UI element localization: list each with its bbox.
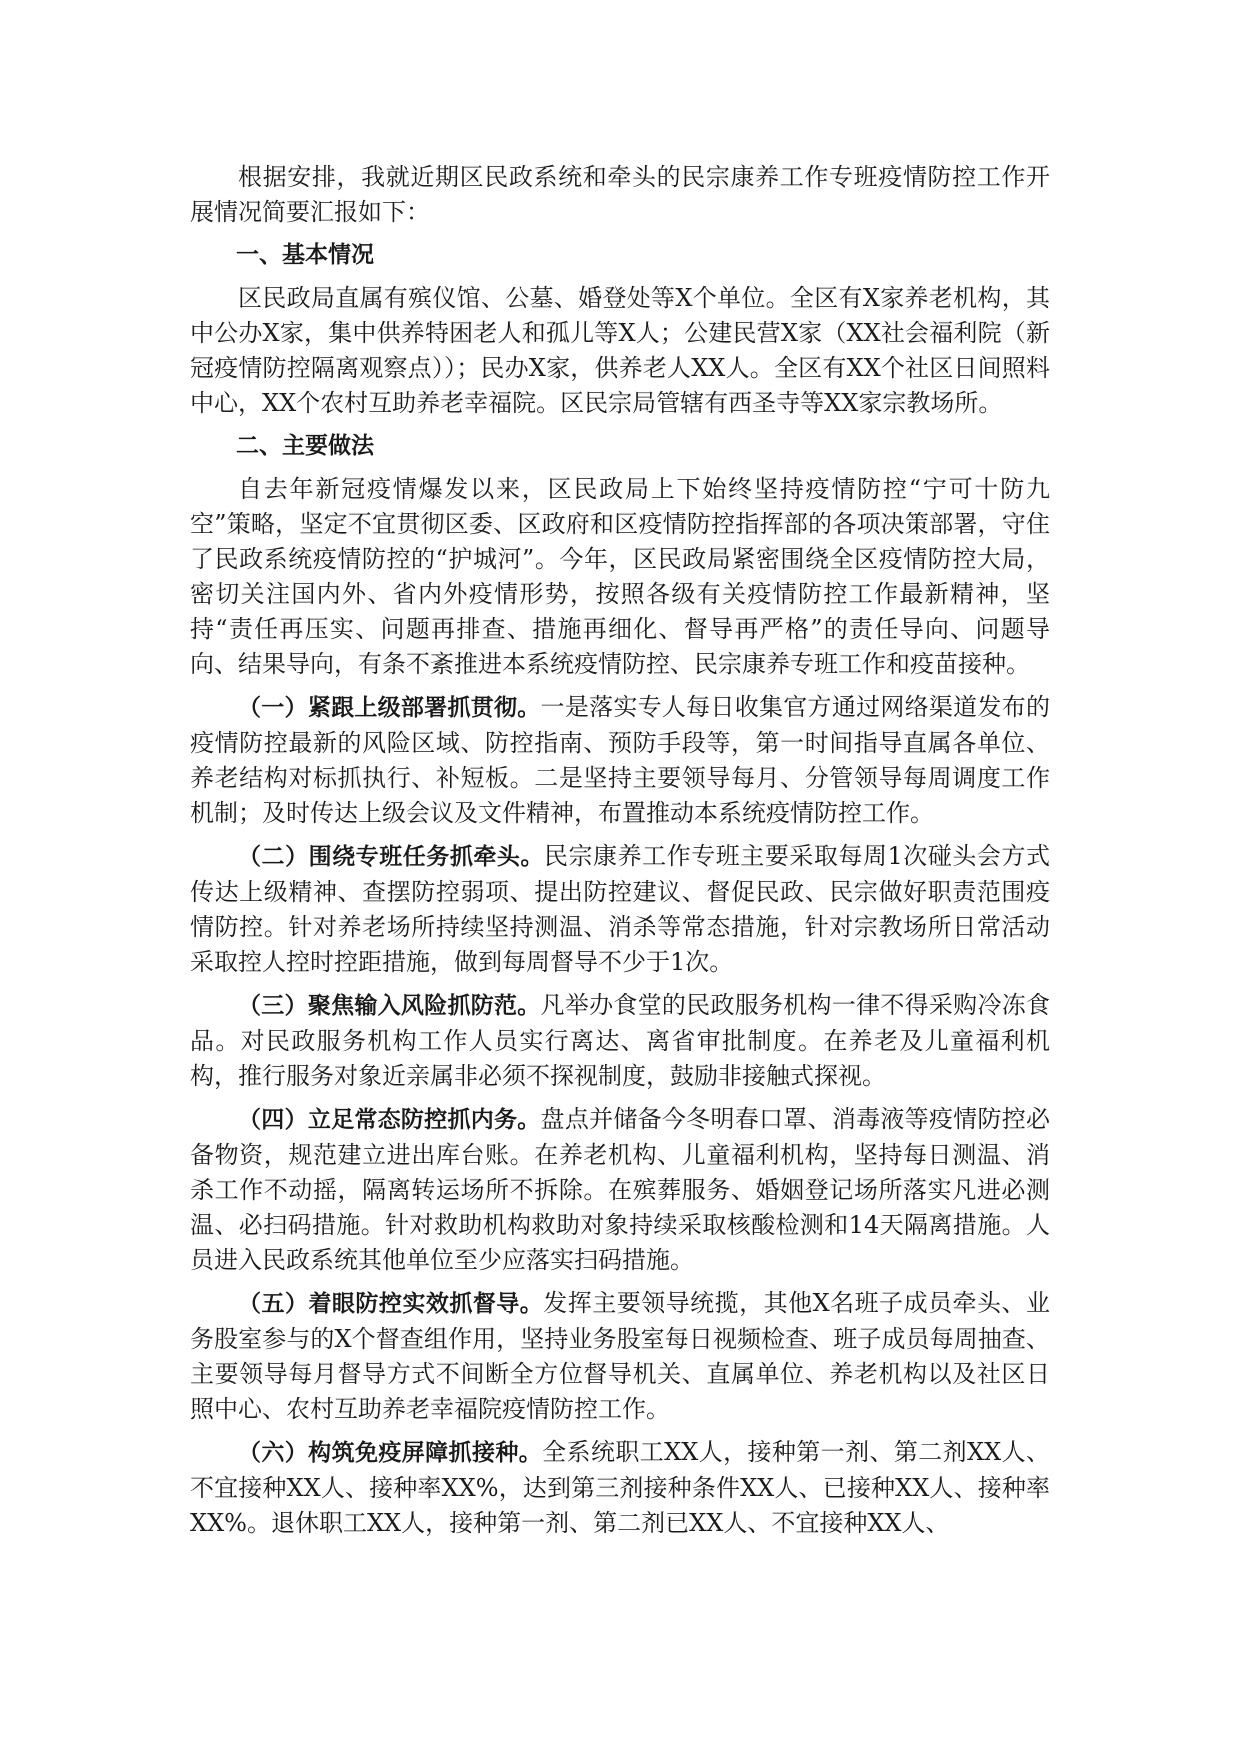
measure-item-4 xyxy=(190,1102,1050,1278)
measure-item-6 xyxy=(190,1435,1050,1541)
measure-text: 全系统职工XX人，接种第一剂、第二剂XX人、不宜接种XX人、接种率XX%，达到第三剂接种条件XX人、已接种XX人、接种率XX%。退休职工XX人，接种第一剂、第二剂已XX人、不宜接种XX人、 xyxy=(190,1438,1051,1537)
measure-text: 民宗康养工作专班主要采取每周1次碰头会方式传达上级精神、查摆防控弱项、提出防控建议、督促民政、民宗做好职责范围疫情防控。针对养老场所持续坚持测温、消杀等常态措施，针对宗教场所日常活动采取控人控时控距措施，做到每周督导不少于1次。 xyxy=(190,842,1050,976)
measure-text: 发挥主要领导统揽，其他X名班子成员牵头、业务股室参与的X个督查组作用，坚持业务股室每日视频检查、班子成员每周抽查、主要领导每月督导方式不间断全方位督导机关、直属单位、养老机构以及社区日照中心、农村互助养老幸福院疫情防控工作。 xyxy=(190,1289,1051,1423)
measure-lead: （一）紧跟上级部署抓贯彻。 xyxy=(238,695,541,721)
measure-lead: （三）聚焦输入风险抓防范。 xyxy=(238,993,541,1019)
basic-situation-paragraph: 区民政局直属有殡仪馆、公墓、婚登处等X个单位。全区有X家养老机构，其中公办X家，集中供养特困老人和孤儿等X人；公建民营X家（XX社会福利院（新冠疫情防控隔离观察点））；民办X家，供养老人XX人。全区有XX个社区日间照料中心，XX个农村互助养老幸福院。区民宗局管辖有西圣寺等XX家宗教场所。 xyxy=(190,284,1050,417)
measure-item-5 xyxy=(190,1286,1050,1427)
measure-item-2 xyxy=(190,839,1050,980)
intro-paragraph: 根据安排，我就近期区民政系统和牵头的民宗康养工作专班疫情防控工作开展情况简要汇报如下： xyxy=(190,163,1050,226)
measure-lead: （二）围绕专班任务抓牵头。 xyxy=(238,844,544,870)
section-heading-measures: 二、主要做法 xyxy=(236,433,374,459)
measure-item-1 xyxy=(190,690,1050,831)
measures-intro-paragraph: 自去年新冠疫情爆发以来，区民政局上下始终坚持疫情防控“宁可十防九空”策略，坚定不宜贯彻区委、区政府和区疫情防控指挥部的各项决策部署，守住了民政系统疫情防控的“护城河”。今年，区民政局紧密围绕全区疫情防控大局，密切关注国内外、省内外疫情形势，按照各级有关疫情防控工作最新精神，坚持“责任再压实、问题再排查、措施再细化、督导再严格”的责任导向、问题导向、结果导向，有条不紊推进本系统疫情防控、民宗康养专班工作和疫苗接种。 xyxy=(190,475,1050,678)
measure-lead: （五）着眼防控实效抓督导。 xyxy=(238,1291,544,1317)
document-page xyxy=(190,160,1050,1549)
measure-text: 凡举办食堂的民政服务机构一律不得采购冷冻食品。对民政服务机构工作人员实行离达、离省审批制度。在养老及儿童福利机构，推行服务对象近亲属非必须不探视制度，鼓励非接触式探视。 xyxy=(190,991,1050,1090)
measure-item-3 xyxy=(190,988,1050,1094)
measure-text: 盘点并储备今冬明春口罩、消毒液等疫情防控必备物资，规范建立进出库台账。在养老机构、儿童福利机构，坚持每日测温、消杀工作不动摇，隔离转运场所不拆除。在殡葬服务、婚姻登记场所落实凡进必测温、必扫码措施。针对救助机构救助对象持续采取核酸检测和14天隔离措施。人员进入民政系统其他单位至少应落实扫码措施。 xyxy=(190,1105,1050,1274)
measure-lead: （六）构筑免疫屏障抓接种。 xyxy=(238,1440,543,1466)
measure-lead: （四）立足常态防控抓内务。 xyxy=(238,1107,541,1133)
section-heading-basic: 一、基本情况 xyxy=(236,242,374,268)
measure-text: 一是落实专人每日收集官方通过网络渠道发布的疫情防控最新的风险区域、防控指南、预防手段等，第一时间指导直属各单位、养老结构对标抓执行、补短板。二是坚持主要领导每月、分管领导每周调度工作机制；及时传达上级会议及文件精神，布置推动本系统疫情防控工作。 xyxy=(190,693,1050,827)
